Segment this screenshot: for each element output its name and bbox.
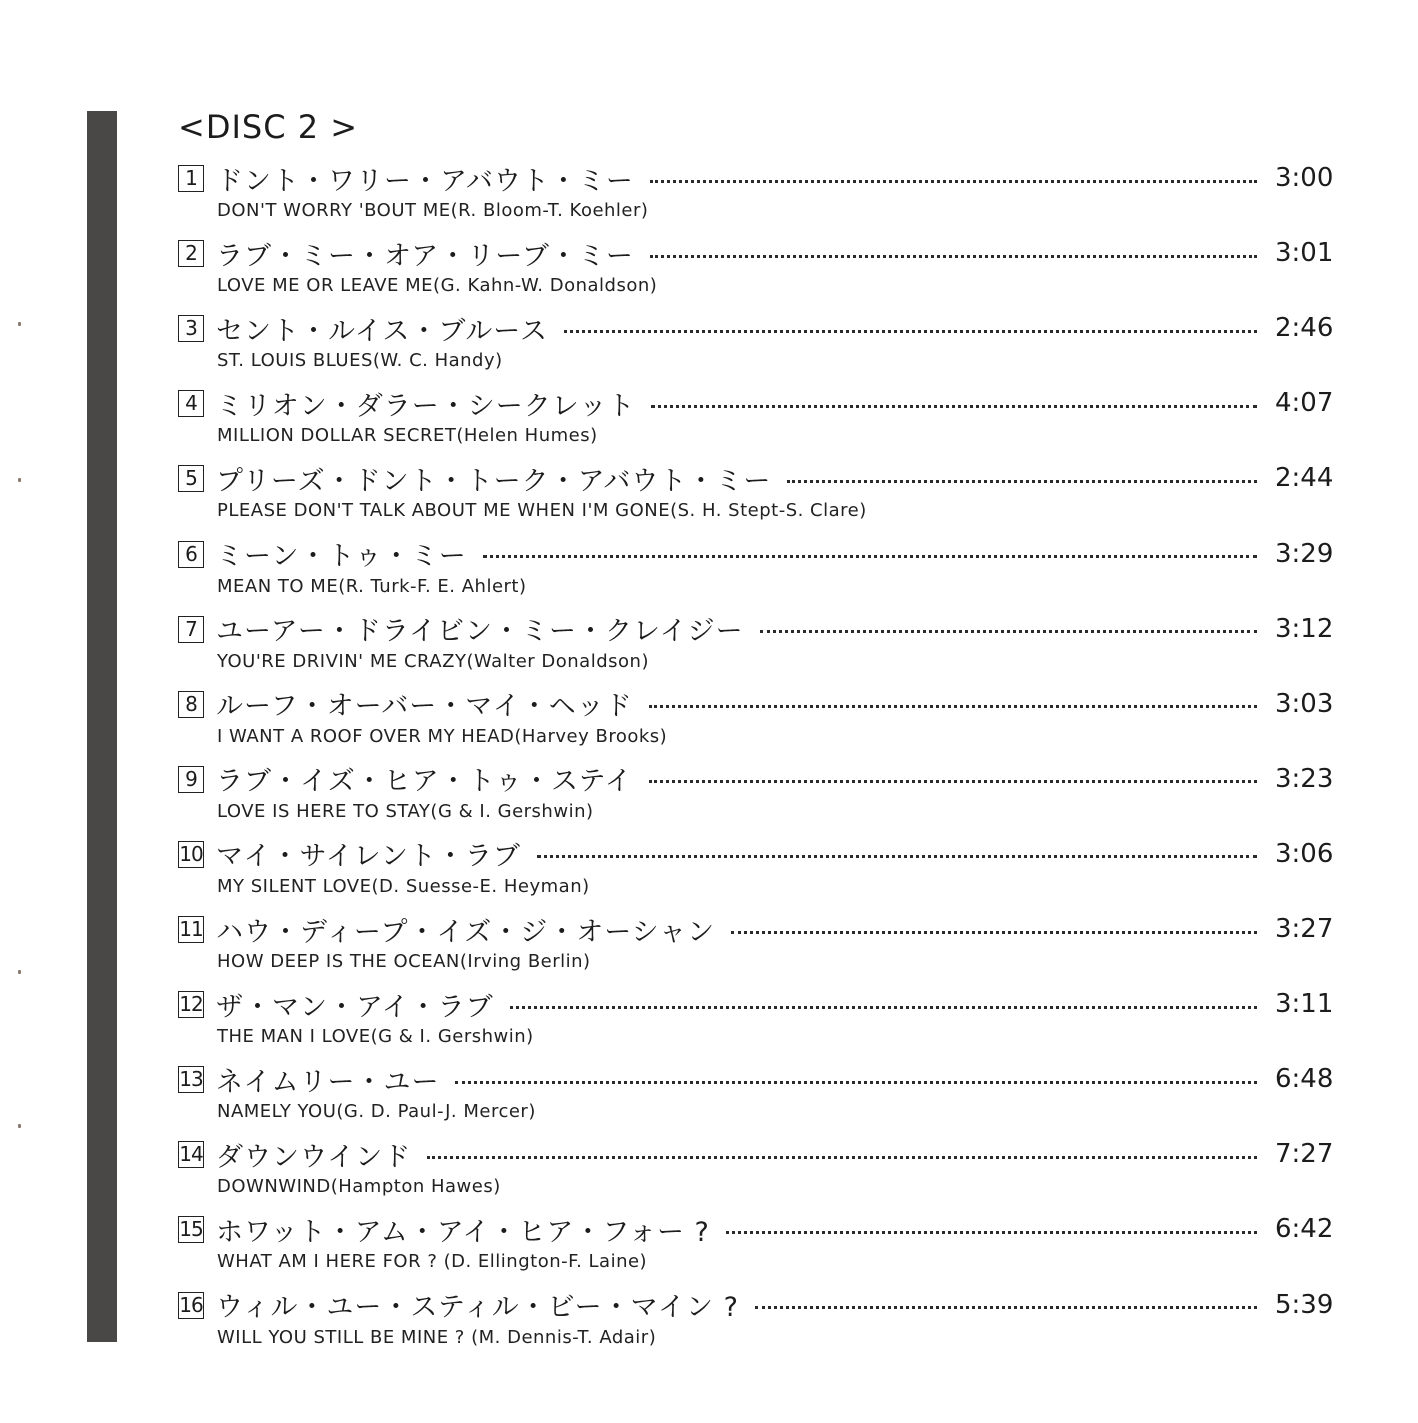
track-number: 12 (179, 992, 203, 1017)
track-number: 9 (178, 766, 204, 793)
paper-speck (18, 322, 21, 326)
track-title-row (216, 832, 1333, 876)
track-number: 5 (178, 465, 204, 492)
track-time: 2:46 (1275, 313, 1334, 344)
dotted-leader (510, 1006, 1257, 1009)
track-title-row (216, 757, 1333, 801)
track-title-en: THE MAN I LOVE(G & I. Gershwin) (217, 1026, 534, 1048)
dotted-leader (755, 1306, 1257, 1309)
track-row (178, 456, 1333, 526)
track-number: 8 (178, 691, 204, 718)
track-number: 1 (178, 165, 204, 192)
track-number: 16 (179, 1292, 203, 1317)
track-title-row (216, 1283, 1333, 1327)
track-title-jp: ホワット・アム・アイ・ヒア・フォー ? (216, 1216, 710, 1248)
sidebar-bar (87, 111, 117, 1342)
track-row (178, 757, 1333, 827)
track-time: 3:01 (1275, 238, 1334, 269)
track-title-row (216, 1132, 1333, 1176)
track-title-jp: ルーフ・オーバー・マイ・ヘッド (216, 691, 633, 723)
dotted-leader (726, 1231, 1257, 1234)
dotted-leader (650, 180, 1257, 183)
track-number: 13 (179, 1067, 203, 1092)
track-time: 7:27 (1275, 1139, 1334, 1170)
track-number: 4 (178, 390, 204, 417)
track-title-en: DON'T WORRY 'BOUT ME(R. Bloom-T. Koehler) (217, 200, 649, 221)
track-row (178, 156, 1333, 226)
disc-title: <DISC 2 > (178, 108, 359, 146)
dotted-leader (483, 555, 1257, 558)
dotted-leader (564, 330, 1257, 333)
track-row (178, 607, 1333, 677)
track-title-en: HOW DEEP IS THE OCEAN(Irving Berlin) (217, 951, 591, 972)
dotted-leader (649, 705, 1257, 708)
dotted-leader (787, 480, 1257, 483)
track-title-en: MILLION DOLLAR SECRET(Helen Humes) (217, 425, 598, 447)
track-time: 3:06 (1275, 838, 1334, 869)
track-row (178, 907, 1333, 977)
track-title-en: I WANT A ROOF OVER MY HEAD(Harvey Brooks) (217, 725, 668, 747)
track-row (178, 1207, 1333, 1277)
track-title-jp: ザ・マン・アイ・ラブ (216, 991, 494, 1023)
track-title-jp: ドント・ワリー・アバウト・ミー (216, 165, 634, 197)
track-title-en: DOWNWIND(Hampton Hawes) (217, 1176, 501, 1198)
track-time: 5:39 (1275, 1289, 1334, 1320)
track-row (178, 1283, 1333, 1353)
track-row (178, 682, 1333, 752)
track-number: 2 (178, 240, 204, 267)
track-title-row (216, 1057, 1333, 1101)
track-title-jp: マイ・サイレント・ラブ (216, 841, 521, 873)
track-title-en: LOVE ME OR LEAVE ME(G. Kahn-W. Donaldson) (217, 275, 658, 297)
track-title-en: WILL YOU STILL BE MINE ? (M. Dennis-T. Adair) (217, 1326, 657, 1348)
track-title-row (216, 682, 1333, 726)
track-row (178, 532, 1333, 602)
dotted-leader (651, 405, 1257, 408)
track-time: 3:00 (1275, 163, 1334, 193)
track-title-en: NAMELY YOU(G. D. Paul-J. Mercer) (217, 1101, 536, 1123)
dotted-leader (649, 780, 1257, 783)
track-title-en: ST. LOUIS BLUES(W. C. Handy) (217, 350, 503, 372)
track-title-row (216, 306, 1333, 350)
track-title-row (216, 156, 1333, 200)
track-title-en: PLEASE DON'T TALK ABOUT ME WHEN I'M GONE(S. H. Stept-S. Clare) (217, 500, 867, 522)
track-number: 14 (179, 1142, 203, 1167)
track-row (178, 381, 1333, 451)
track-number: 15 (179, 1217, 203, 1242)
track-time: 2:44 (1275, 463, 1334, 494)
track-title-en: MY SILENT LOVE(D. Suesse-E. Heyman) (217, 875, 590, 897)
paper-speck (18, 1124, 21, 1128)
track-title-row (216, 456, 1333, 500)
track-number: 3 (178, 315, 204, 342)
track-title-row (216, 1207, 1333, 1251)
track-title-en: MEAN TO ME(R. Turk-F. E. Ahlert) (217, 575, 527, 597)
track-title-jp: ダウンウインド (216, 1141, 412, 1173)
dotted-leader (427, 1156, 1257, 1159)
track-time: 6:48 (1275, 1064, 1334, 1095)
track-title-jp: ネイムリー・ユー (216, 1066, 440, 1098)
track-title-row (216, 907, 1333, 951)
dotted-leader (537, 855, 1257, 858)
track-time: 3:03 (1275, 688, 1334, 719)
track-row (178, 306, 1333, 376)
track-row (178, 832, 1333, 902)
track-title-row (216, 381, 1333, 425)
track-number: 6 (178, 541, 204, 568)
track-title-jp: ミリオン・ダラー・シークレット (216, 390, 636, 422)
track-title-jp: ミーン・トゥ・ミー (216, 541, 467, 572)
dotted-leader (760, 630, 1257, 633)
track-number: 10 (179, 841, 203, 866)
track-title-jp: プリーズ・ドント・トーク・アバウト・ミー (216, 465, 772, 497)
track-number: 11 (179, 917, 203, 941)
track-title-row (216, 532, 1333, 576)
track-title-jp: ウィル・ユー・スティル・ビー・マイン ? (216, 1292, 739, 1323)
track-title-en: WHAT AM I HERE FOR ? (D. Ellington-F. Laine) (217, 1251, 648, 1273)
track-title-en: LOVE IS HERE TO STAY(G & I. Gershwin) (217, 800, 594, 822)
track-title-jp: ユーアー・ドライビン・ミー・クレイジー (216, 616, 744, 648)
track-row (178, 1132, 1333, 1202)
track-row (178, 982, 1333, 1052)
dotted-leader (650, 255, 1257, 258)
track-title-row (216, 982, 1333, 1026)
track-time: 3:12 (1275, 613, 1334, 644)
paper-speck (18, 478, 21, 482)
track-title-jp: ラブ・ミー・オア・リーブ・ミー (216, 240, 634, 272)
track-title-row (216, 607, 1333, 651)
track-time: 3:11 (1275, 989, 1334, 1020)
dotted-leader (731, 931, 1257, 934)
dotted-leader (455, 1081, 1257, 1084)
track-time: 3:29 (1275, 538, 1334, 569)
paper-speck (18, 970, 21, 974)
track-number: 7 (178, 616, 204, 643)
track-title-jp: セント・ルイス・ブルース (216, 315, 548, 347)
track-title-en: YOU'RE DRIVIN' ME CRAZY(Walter Donaldson) (217, 650, 649, 672)
track-row (178, 231, 1333, 301)
track-time: 3:27 (1275, 914, 1334, 944)
track-time: 3:23 (1275, 763, 1334, 794)
track-title-row (216, 231, 1333, 275)
track-title-jp: ラブ・イズ・ヒア・トゥ・ステイ (216, 766, 633, 798)
track-row (178, 1057, 1333, 1127)
track-title-jp: ハウ・ディープ・イズ・ジ・オーシャン (216, 916, 716, 948)
track-time: 4:07 (1275, 388, 1334, 419)
track-time: 6:42 (1275, 1214, 1334, 1245)
